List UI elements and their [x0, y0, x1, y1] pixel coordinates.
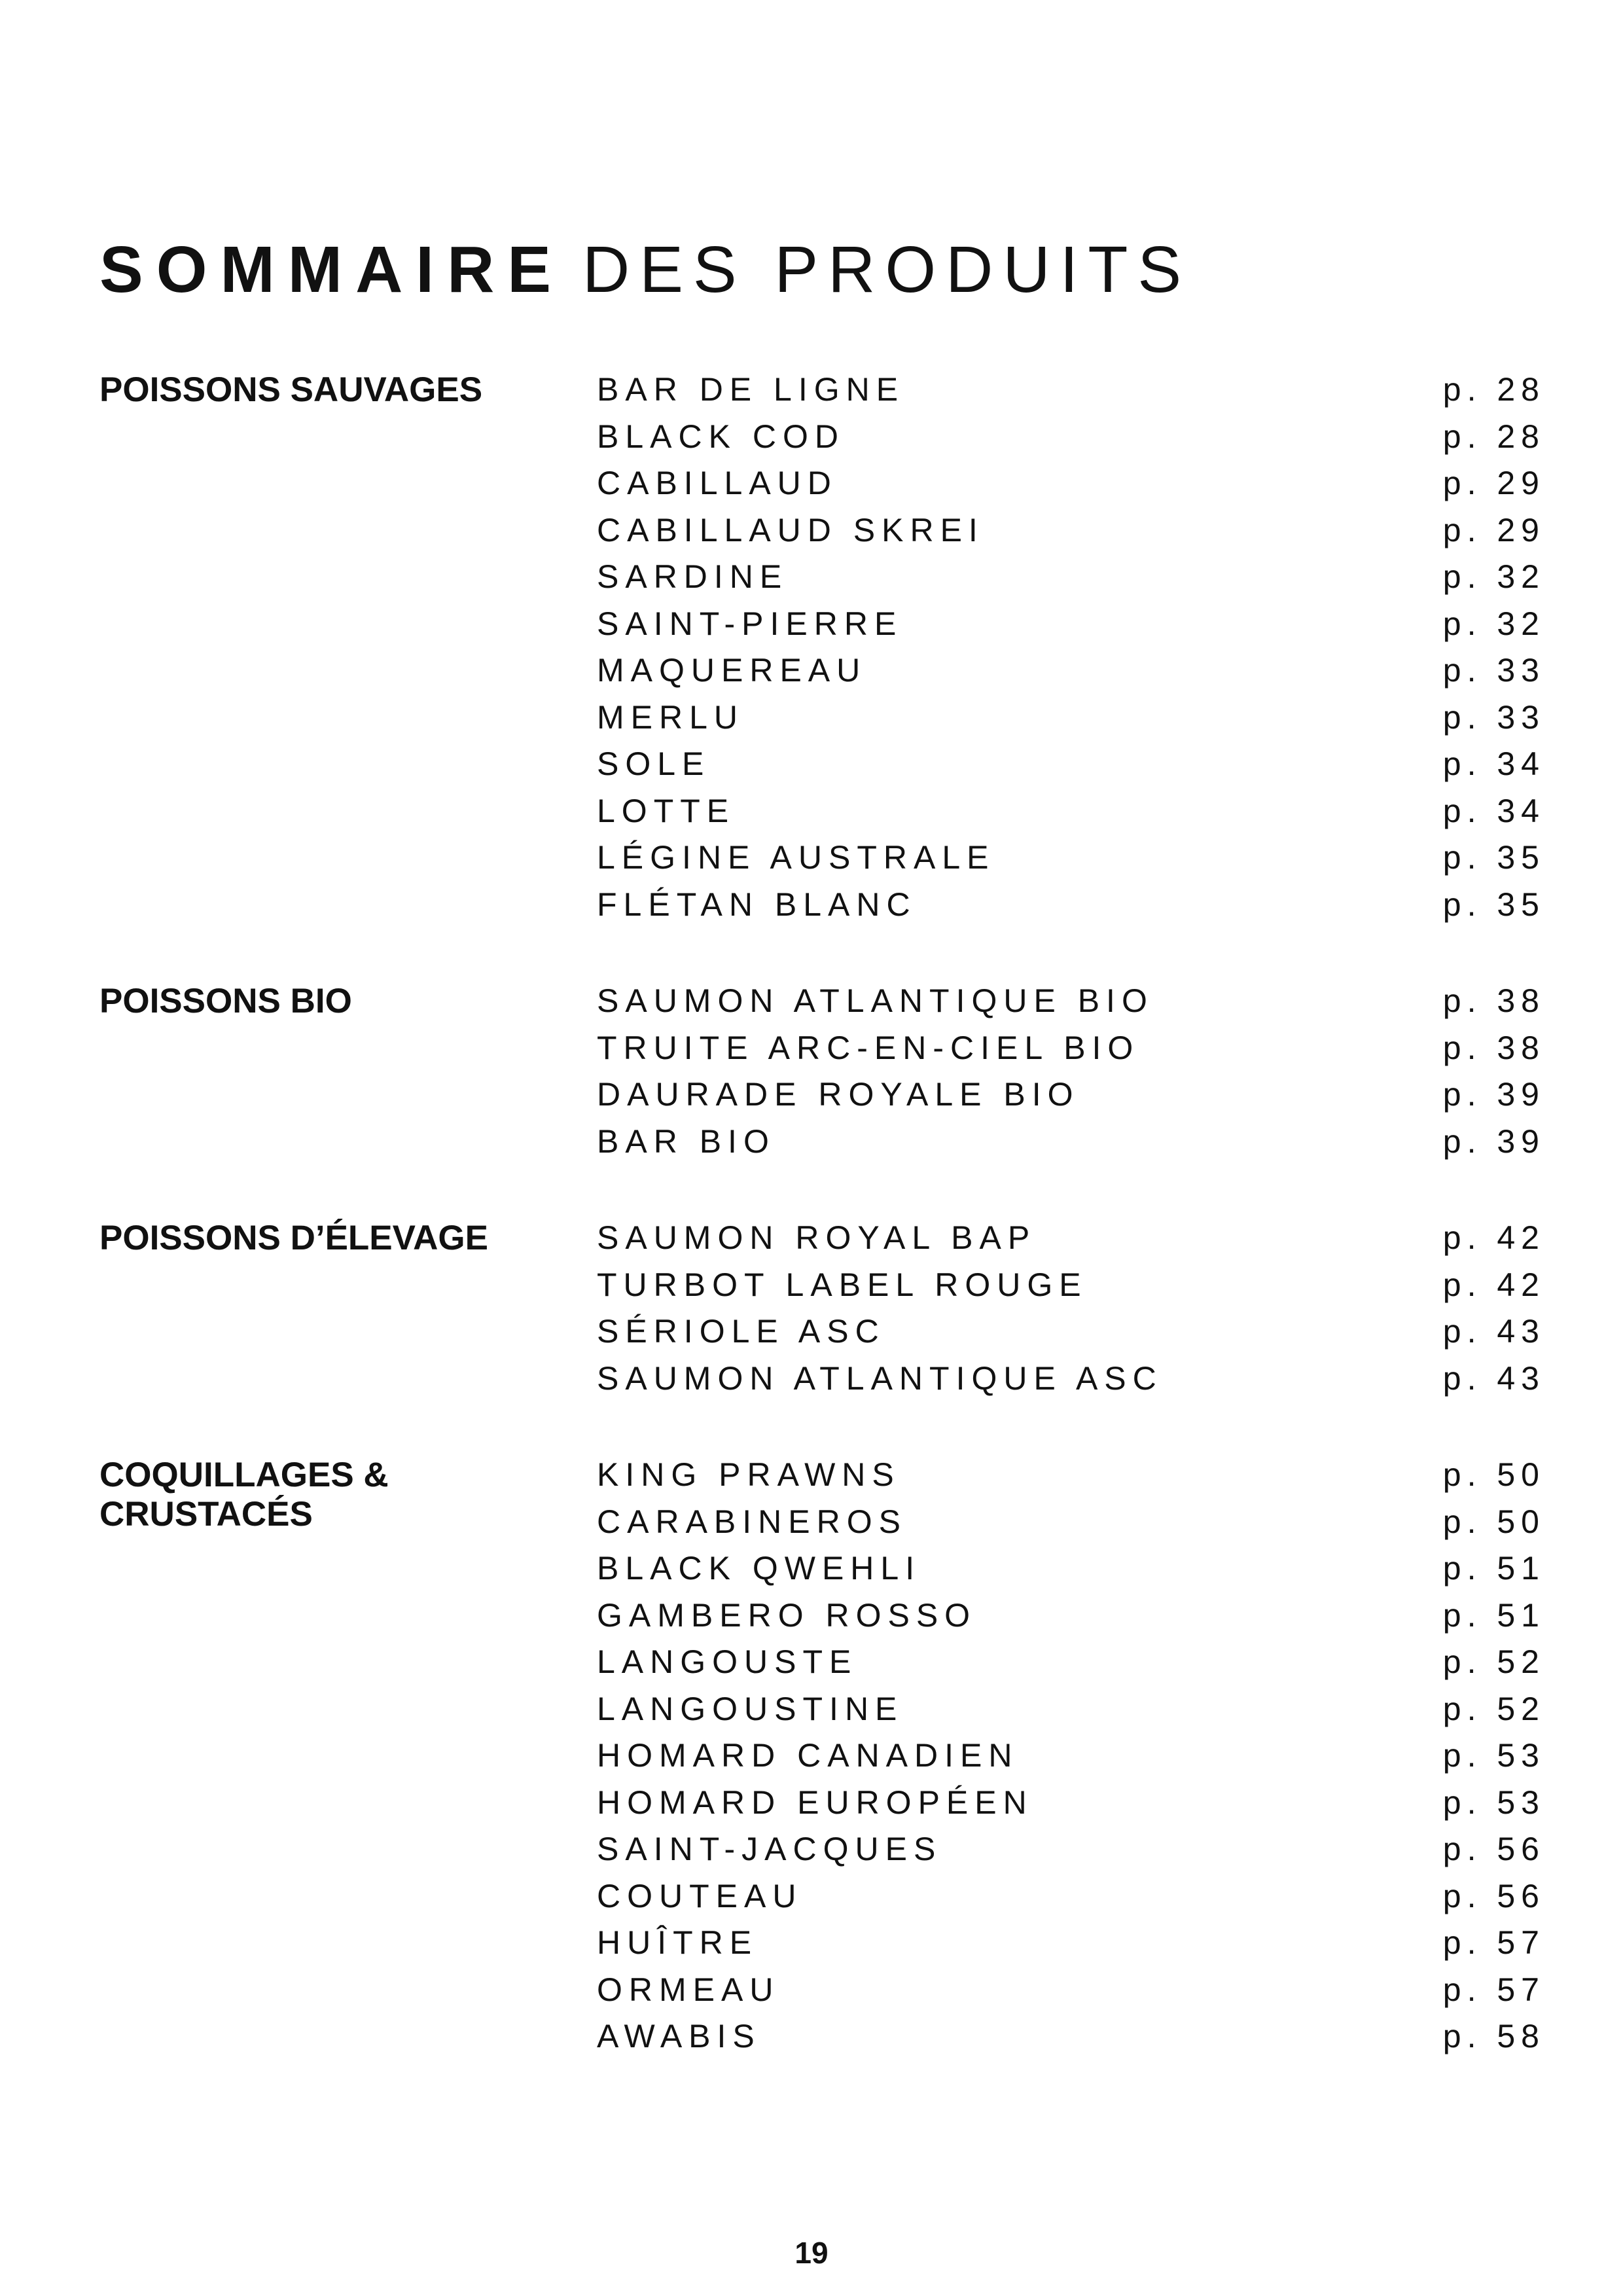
page-reference: p. 35 — [1442, 886, 1545, 923]
toc-entry — [597, 1873, 1545, 1920]
toc-section — [99, 367, 1545, 928]
toc-entry — [597, 507, 1545, 554]
section-heading — [99, 1215, 597, 1402]
toc-entry — [597, 1025, 1545, 1072]
product-name: SAUMON ATLANTIQUE BIO — [597, 982, 1154, 1019]
product-name: SAUMON ATLANTIQUE ASC — [597, 1359, 1163, 1397]
product-name: AWABIS — [597, 2018, 761, 2054]
product-list — [597, 1215, 1545, 1402]
product-name: BLACK COD — [597, 418, 845, 455]
page-reference: p. 50 — [1442, 1503, 1545, 1540]
toc-entry — [597, 1967, 1545, 2014]
page-reference: p. 52 — [1442, 1690, 1545, 1727]
page-reference: p. 56 — [1442, 1831, 1545, 1867]
product-name: CABILLAUD SKREI — [597, 511, 984, 548]
page-reference: p. 35 — [1442, 839, 1545, 876]
page-reference: p. 28 — [1442, 371, 1545, 408]
page-reference: p. 32 — [1442, 605, 1545, 642]
toc-entry — [597, 1780, 1545, 1827]
toc-entry — [597, 460, 1545, 507]
product-name: TRUITE ARC-EN-CIEL BIO — [597, 1029, 1140, 1066]
section-heading-line: POISSONS D’ÉLEVAGE — [99, 1219, 488, 1257]
toc-entry — [597, 367, 1545, 414]
product-name: BAR BIO — [597, 1122, 776, 1160]
section-heading-line: COQUILLAGES & — [99, 1456, 389, 1494]
title-light: DES PRODUITS — [582, 233, 1192, 306]
product-name: GAMBERO ROSSO — [597, 1596, 977, 1634]
toc-entry — [597, 1262, 1545, 1309]
toc-entry — [597, 1826, 1545, 1873]
product-name: SÉRIOLE ASC — [597, 1313, 885, 1350]
title-bold: SOMMAIRE — [99, 233, 564, 306]
product-name: CABILLAUD — [597, 465, 838, 501]
page-reference: p. 57 — [1442, 1971, 1545, 2008]
page-reference: p. 33 — [1442, 652, 1545, 689]
toc-entry — [597, 788, 1545, 835]
toc-entry — [597, 978, 1545, 1025]
page-reference: p. 50 — [1442, 1456, 1545, 1493]
toc-entry — [597, 1732, 1545, 1780]
page-reference: p. 51 — [1442, 1550, 1545, 1587]
page-reference: p. 28 — [1442, 418, 1545, 455]
toc-section — [99, 1452, 1545, 2060]
toc-entry — [597, 1308, 1545, 1355]
toc-entry — [597, 1452, 1545, 1499]
product-name: DAURADE ROYALE BIO — [597, 1076, 1080, 1113]
product-name: SARDINE — [597, 558, 789, 595]
toc-entry — [597, 554, 1545, 601]
section-heading — [99, 978, 597, 1165]
page-reference: p. 43 — [1442, 1313, 1545, 1350]
page-reference: p. 43 — [1442, 1359, 1545, 1397]
page-reference: p. 38 — [1442, 982, 1545, 1019]
toc-entry — [597, 414, 1545, 461]
page-reference: p. 42 — [1442, 1219, 1545, 1256]
page-title — [99, 230, 1191, 309]
product-name: SAINT-PIERRE — [597, 605, 903, 642]
page-reference: p. 32 — [1442, 558, 1545, 595]
toc-entry — [597, 834, 1545, 882]
product-name: BLACK QWEHLI — [597, 1550, 921, 1587]
page-reference: p. 53 — [1442, 1784, 1545, 1821]
page-reference: p. 33 — [1442, 698, 1545, 736]
product-name: MAQUEREAU — [597, 652, 867, 689]
product-name: BAR DE LIGNE — [597, 371, 905, 408]
toc-entry — [597, 601, 1545, 648]
page-reference: p. 58 — [1442, 2018, 1545, 2054]
toc-entry — [597, 2013, 1545, 2060]
product-name: SOLE — [597, 745, 711, 782]
product-name: COUTEAU — [597, 1877, 803, 1914]
page-reference: p. 29 — [1442, 465, 1545, 501]
toc-entry — [597, 1592, 1545, 1640]
product-name: ORMEAU — [597, 1971, 780, 2008]
product-name: LÉGINE AUSTRALE — [597, 839, 995, 876]
page-reference: p. 53 — [1442, 1737, 1545, 1774]
table-of-contents — [99, 367, 1545, 2060]
toc-entry — [597, 882, 1545, 929]
product-list — [597, 367, 1545, 928]
toc-entry — [597, 1119, 1545, 1166]
product-name: FLÉTAN BLANC — [597, 886, 917, 923]
product-name: TURBOT LABEL ROUGE — [597, 1266, 1088, 1303]
product-name: SAINT-JACQUES — [597, 1831, 942, 1867]
toc-entry — [597, 1686, 1545, 1733]
section-heading-line: POISSONS BIO — [99, 982, 352, 1020]
toc-entry — [597, 694, 1545, 742]
product-name: CARABINEROS — [597, 1503, 907, 1540]
toc-entry — [597, 1355, 1545, 1403]
page-reference: p. 38 — [1442, 1029, 1545, 1066]
toc-section — [99, 1215, 1545, 1402]
toc-entry — [597, 1920, 1545, 1967]
page-reference: p. 52 — [1442, 1643, 1545, 1680]
page-reference: p. 56 — [1442, 1877, 1545, 1914]
page-reference: p. 34 — [1442, 792, 1545, 829]
toc-entry — [597, 1499, 1545, 1546]
page-reference: p. 57 — [1442, 1924, 1545, 1961]
product-name: SAUMON ROYAL BAP — [597, 1219, 1037, 1256]
toc-entry — [597, 647, 1545, 694]
product-name: KING PRAWNS — [597, 1456, 901, 1493]
section-heading — [99, 1452, 597, 2060]
product-name: LOTTE — [597, 792, 736, 829]
page-reference: p. 39 — [1442, 1122, 1545, 1160]
product-name: HOMARD EUROPÉEN — [597, 1784, 1033, 1821]
toc-entry — [597, 1215, 1545, 1262]
section-heading-line: POISSONS SAUVAGES — [99, 370, 483, 409]
toc-entry — [597, 1545, 1545, 1592]
toc-entry — [597, 741, 1545, 788]
page-number: 19 — [794, 2236, 829, 2270]
product-list — [597, 1452, 1545, 2060]
product-name: LANGOUSTE — [597, 1643, 858, 1680]
product-name: HUÎTRE — [597, 1924, 758, 1961]
product-name: LANGOUSTINE — [597, 1690, 904, 1727]
page-reference: p. 29 — [1442, 511, 1545, 548]
toc-section — [99, 978, 1545, 1165]
product-list — [597, 978, 1545, 1165]
section-heading-line: CRUSTACÉS — [99, 1495, 313, 1534]
page-reference: p. 39 — [1442, 1076, 1545, 1113]
product-name: HOMARD CANADIEN — [597, 1737, 1019, 1774]
toc-entry — [597, 1639, 1545, 1686]
product-name: MERLU — [597, 698, 745, 736]
page-reference: p. 51 — [1442, 1596, 1545, 1634]
toc-entry — [597, 1071, 1545, 1119]
page-reference: p. 34 — [1442, 745, 1545, 782]
section-heading — [99, 367, 597, 928]
page-reference: p. 42 — [1442, 1266, 1545, 1303]
